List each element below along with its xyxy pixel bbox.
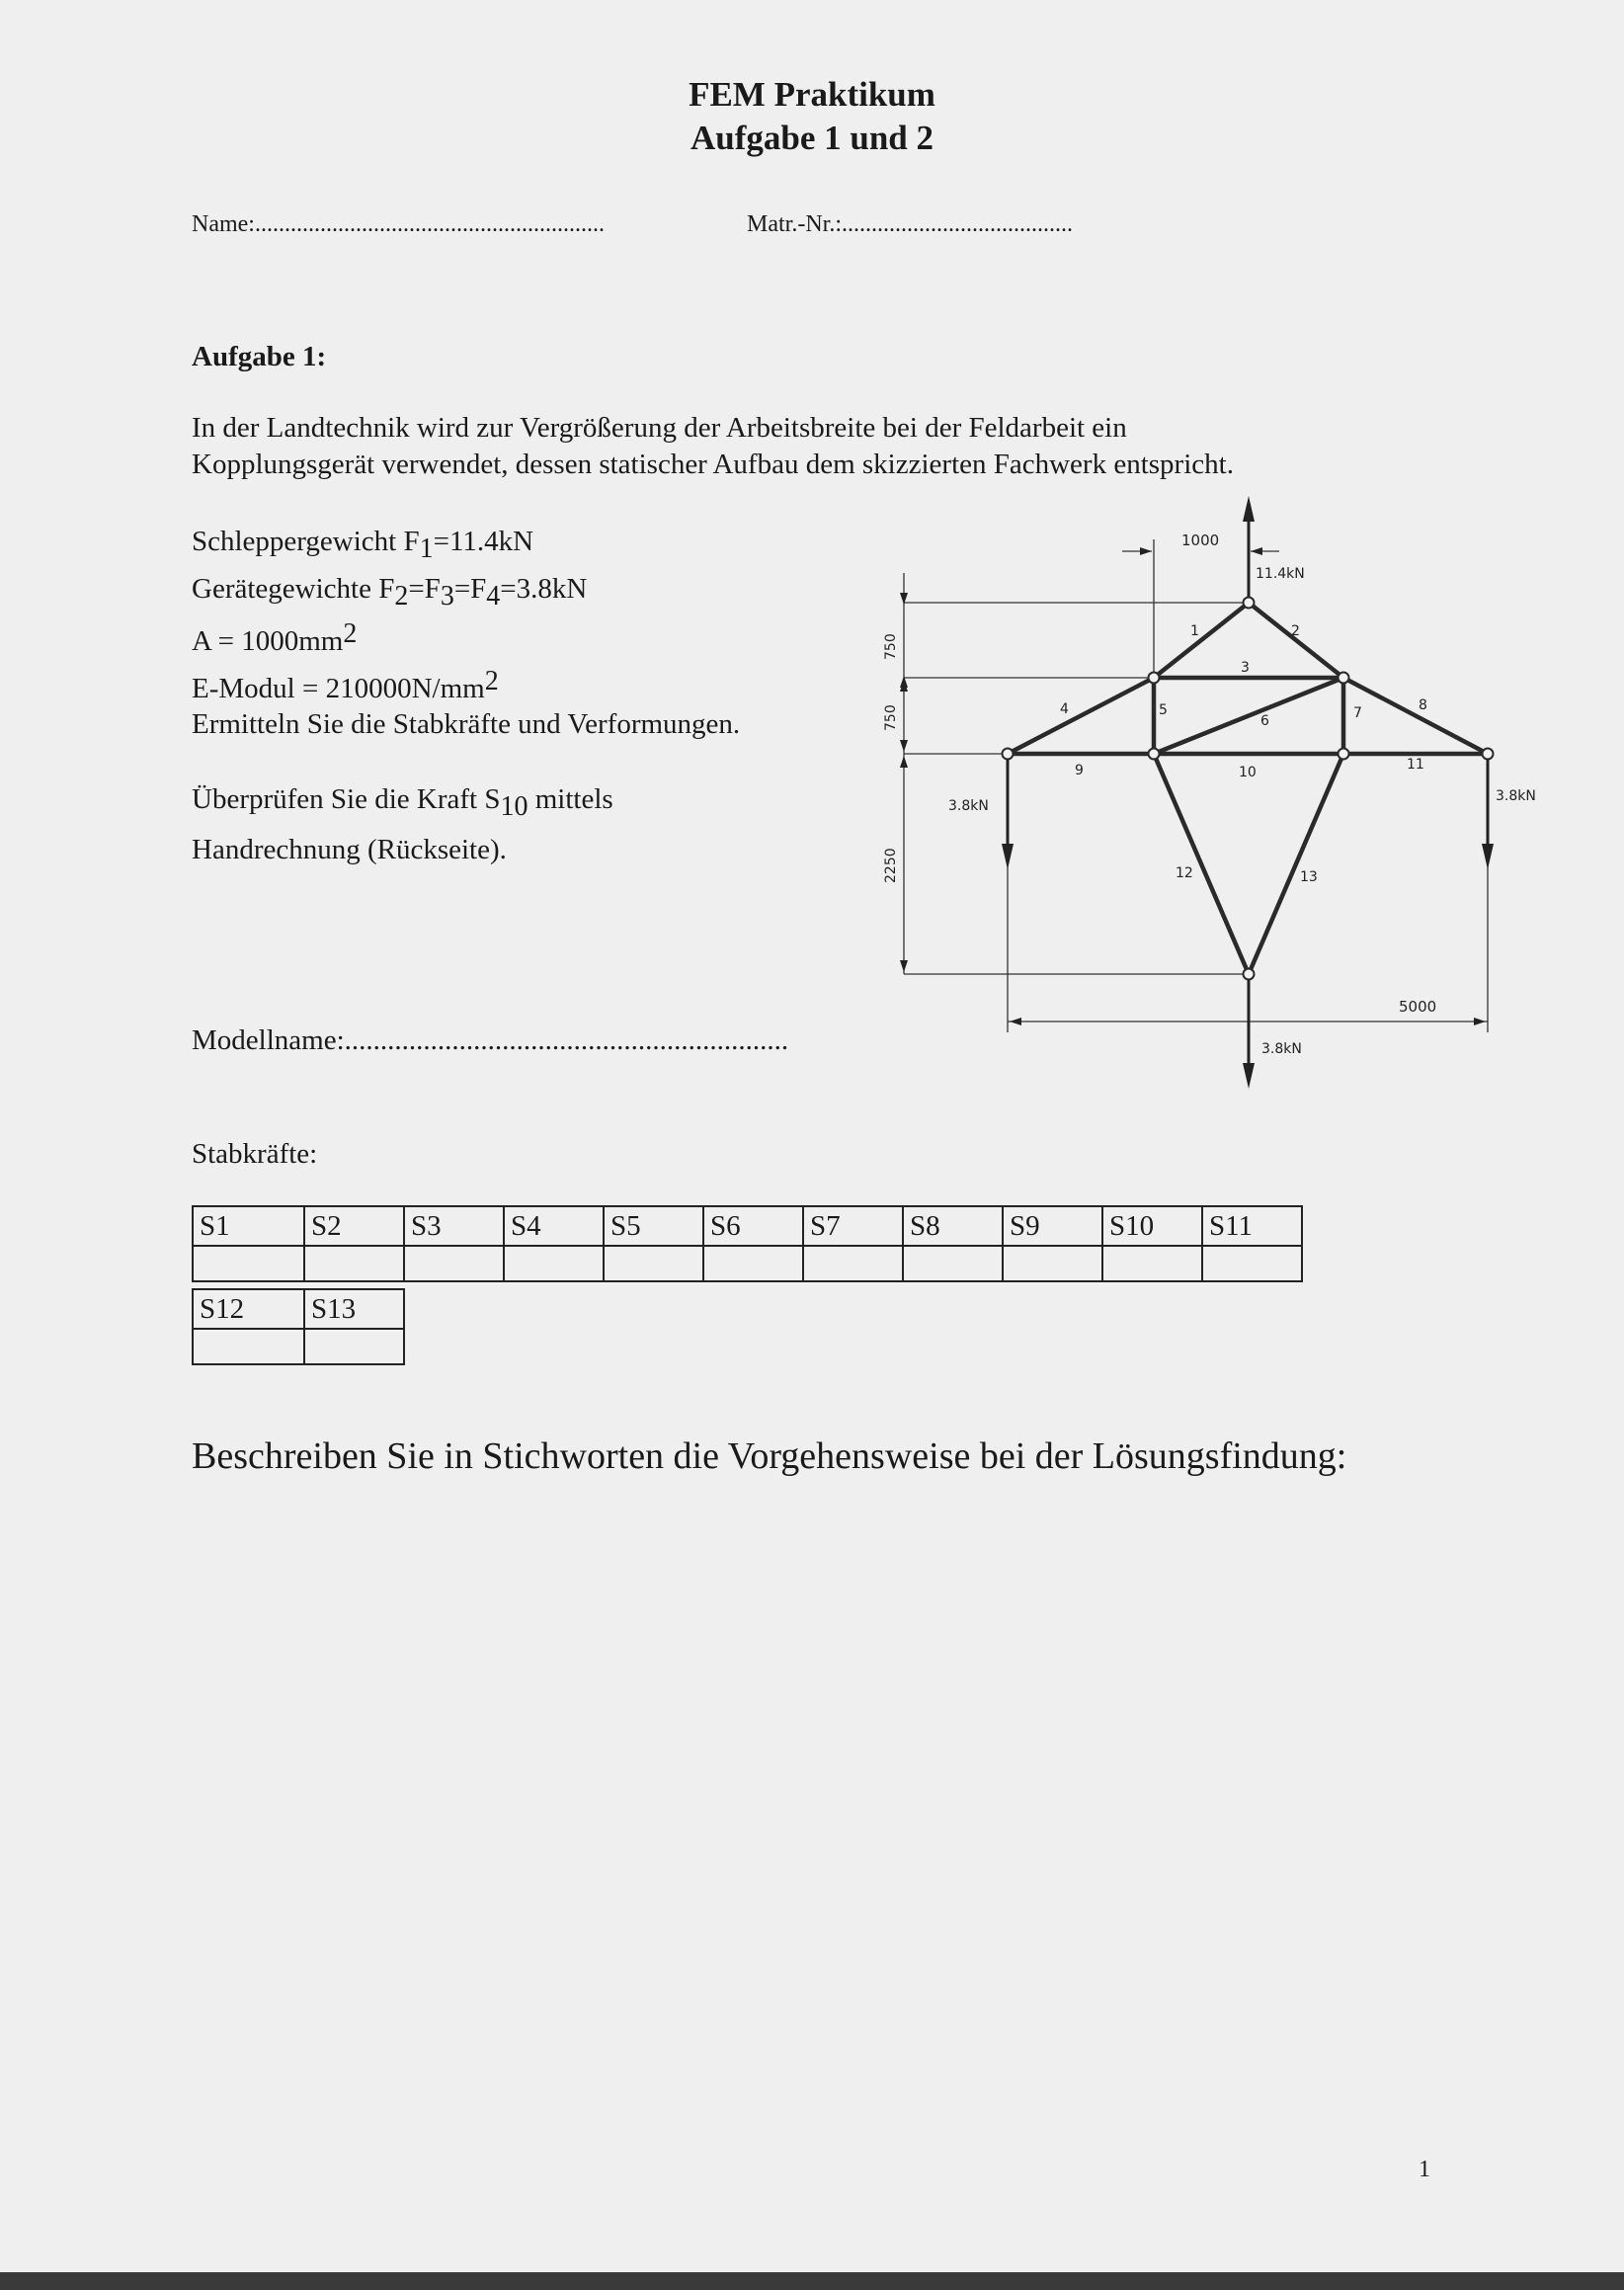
truss-members xyxy=(1008,603,1488,974)
youngs-modulus: E-Modul = $210000N/mm^2$ xyxy=(192,666,499,704)
name-field[interactable]: Name:........................................................... xyxy=(192,211,605,237)
force-header-s13: S13 xyxy=(304,1289,404,1329)
member-label: 3 xyxy=(1241,660,1250,676)
force-value-cell[interactable] xyxy=(304,1246,404,1281)
member-label: 8 xyxy=(1419,697,1427,713)
page-number: 1 xyxy=(1419,2157,1430,2182)
member-label: 4 xyxy=(1060,701,1069,717)
stabkraefte-label: Stabkräfte: xyxy=(192,1138,318,1170)
member-label: 11 xyxy=(1407,757,1424,773)
check-instruction: Überprüfen Sie die Kraft $S_{10}$ mittels xyxy=(192,783,613,822)
force-header-s6: S6 xyxy=(703,1206,803,1246)
force-value-cell[interactable] xyxy=(903,1246,1003,1281)
tractor-weight: Schleppergewicht $F_1=11.4kN$ xyxy=(192,526,534,564)
force-value-cell[interactable] xyxy=(703,1246,803,1281)
cross-section-area: $A = 1000mm^2$ xyxy=(192,618,358,657)
modellname-field[interactable]: Modellname:.............................................................. xyxy=(192,1024,789,1056)
dim-5000-label: 5000 xyxy=(1399,998,1437,1016)
member-label: 13 xyxy=(1300,869,1318,885)
member-label: 1 xyxy=(1190,623,1199,639)
truss-diagram xyxy=(0,0,1624,1106)
dim-750a-label: 750 xyxy=(883,633,899,660)
truss-nodes xyxy=(1003,598,1494,980)
force-value-cell[interactable] xyxy=(604,1246,703,1281)
member-label: 7 xyxy=(1353,705,1362,721)
force-value-cell[interactable] xyxy=(1202,1246,1302,1281)
scan-edge xyxy=(0,2272,1624,2290)
task-instruction: Ermitteln Sie die Stabkräfte und Verformungen. xyxy=(192,708,741,740)
force-header-s10: S10 xyxy=(1102,1206,1202,1246)
force-value-cell[interactable] xyxy=(193,1329,304,1364)
force-header-s8: S8 xyxy=(903,1206,1003,1246)
dim-1000-label: 1000 xyxy=(1181,532,1220,549)
force-header-s1: S1 xyxy=(193,1206,304,1246)
member-label: 6 xyxy=(1260,713,1269,729)
load-right-label: 3.8kN xyxy=(1496,788,1536,804)
member-label: 5 xyxy=(1159,702,1168,718)
force-header-s4: S4 xyxy=(504,1206,604,1246)
device-weights: Gerätegewichte $F_2=F_3=F_4=3.8kN$ xyxy=(192,573,588,612)
forces-table-row1 xyxy=(192,1205,1303,1282)
dim-750b-label: 750 xyxy=(883,704,899,731)
load-arrow-down-right-icon xyxy=(1482,844,1494,869)
force-header-s7: S7 xyxy=(803,1206,903,1246)
member-label: 2 xyxy=(1291,623,1300,639)
force-header-s5: S5 xyxy=(604,1206,703,1246)
force-header-s9: S9 xyxy=(1003,1206,1102,1246)
task-intro: In der Landtechnik wird zur Vergrößerung der Arbeitsbreite bei der Feldarbeit ein Kopplungsgerät verwendet, dessen statischer Aufbau dem skizzierten Fachwerk entspricht. xyxy=(192,412,1234,480)
force-header-s11: S11 xyxy=(1202,1206,1302,1246)
check-instruction-2: Handrechnung (Rückseite). xyxy=(192,834,507,865)
force-value-cell[interactable] xyxy=(1102,1246,1202,1281)
member-label: 12 xyxy=(1176,865,1193,881)
force-value-cell[interactable] xyxy=(304,1329,404,1364)
load-arrow-down-bottom-icon xyxy=(1243,1063,1255,1089)
member-label: 9 xyxy=(1075,763,1084,778)
load-left-label: 3.8kN xyxy=(948,798,989,814)
page-title: FEM Praktikum xyxy=(689,75,935,114)
force-header-s12: S12 xyxy=(193,1289,304,1329)
page-subtitle: Aufgabe 1 und 2 xyxy=(690,119,934,157)
force-value-cell[interactable] xyxy=(504,1246,604,1281)
forces-table-row2 xyxy=(192,1288,405,1365)
force-value-cell[interactable] xyxy=(404,1246,504,1281)
load-arrow-up-icon xyxy=(1243,496,1255,522)
load-top-label: 11.4kN xyxy=(1256,566,1305,582)
force-value-cell[interactable] xyxy=(803,1246,903,1281)
task-heading: Aufgabe 1: xyxy=(192,341,327,372)
member-label: 10 xyxy=(1239,765,1257,780)
force-header-s3: S3 xyxy=(404,1206,504,1246)
load-bottom-label: 3.8kN xyxy=(1261,1041,1302,1057)
description-prompt: Beschreiben Sie in Stichworten die Vorgehensweise bei der Lösungsfindung: xyxy=(192,1435,1347,1477)
dimension-lines xyxy=(904,539,1488,1032)
dim-2250-label: 2250 xyxy=(883,848,899,883)
load-arrow-down-left-icon xyxy=(1002,844,1014,869)
matr-nr-field[interactable]: Matr.-Nr.:....................................... xyxy=(747,211,1073,237)
force-header-s2: S2 xyxy=(304,1206,404,1246)
force-value-cell[interactable] xyxy=(193,1246,304,1281)
force-value-cell[interactable] xyxy=(1003,1246,1102,1281)
